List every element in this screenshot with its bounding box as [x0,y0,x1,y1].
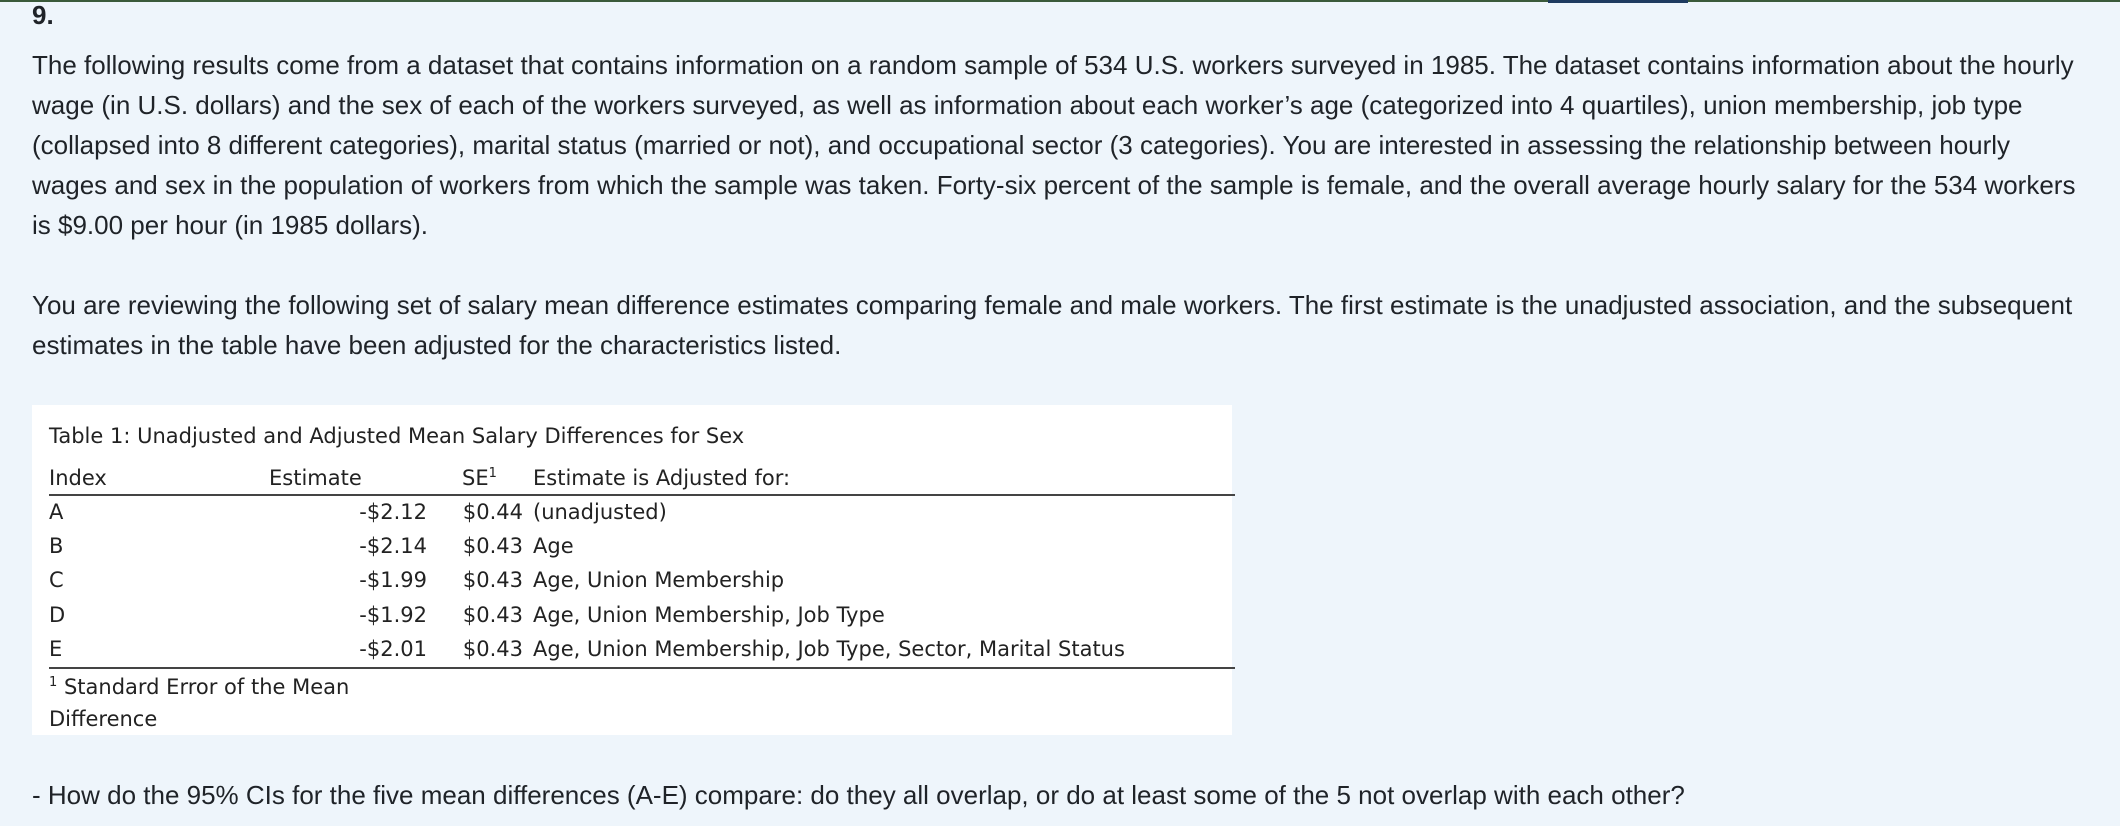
row-estimate: -$2.12 [359,500,427,524]
review-paragraph: You are reviewing the following set of salary mean difference estimates comparing female and male workers. The first estimate is the unadjusted association, and the subsequent estimates in the table have been adjusted for the characteristics listed. [32,290,2073,360]
table-row [49,495,1235,529]
table-row [49,529,1235,563]
top-border [0,0,2120,2]
row-se: $0.43 [462,568,523,592]
row-index: C [49,568,64,592]
row-adjusted-for: Age, Union Membership [533,568,785,592]
header-adjusted-for: Estimate is Adjusted for: [533,466,791,490]
header-se-superscript: 1 [488,466,497,481]
question-prompt: - How do the 95% CIs for the five mean differences (A-E) compare: do they all overlap, or do at least some of the 5 not overlap with each other? [32,780,1685,810]
row-adjusted-for: Age [533,534,574,558]
row-adjusted-for: (unadjusted) [533,500,667,524]
top-border-accent [1548,0,1688,3]
row-se: $0.43 [462,534,523,558]
row-index: E [49,637,63,661]
row-se: $0.43 [462,637,523,661]
table-footnote [49,671,379,735]
row-se: $0.44 [462,500,523,524]
header-estimate: Estimate [269,466,362,490]
table-caption: Table 1: Unadjusted and Adjusted Mean Salary Differences for Sex [49,424,745,448]
row-estimate: -$2.01 [359,637,427,661]
row-index: A [49,500,64,524]
row-estimate: -$2.14 [359,534,427,558]
row-index: D [49,603,66,627]
footnote-text: Standard Error of the Mean Difference [49,675,350,731]
header-se: $SE^1$ [462,466,497,490]
table-header-row [49,461,1235,495]
header-index: Index [49,466,107,490]
footnote-superscript: 1 [49,675,58,690]
row-estimate: -$1.92 [359,603,427,627]
row-index: B [49,534,64,558]
row-estimate: -$1.99 [359,568,427,592]
table-row [49,563,1235,597]
row-adjusted-for: Age, Union Membership, Job Type [533,603,885,627]
table-row [49,598,1235,632]
row-adjusted-for: Age, Union Membership, Job Type, Sector, Marital Status [533,637,1125,661]
table-row [49,632,1235,666]
question-number: 9. [32,0,54,30]
table-image [32,405,1232,735]
table-bottom-rule [49,667,1235,669]
intro-paragraph: The following results come from a dataset that contains information on a random sample of 534 U.S. workers surveyed in 1985. The dataset contains information about the hourly wage (in U.S. dollars) and the sex of each of the workers surveyed, as well as information about each worker’s age (categorized into 4 quartiles), union membership, job type (collapsed into 8 different categories), marital status (married or not), and occupational sector (3 categories). You are interested in assessing the relationship between hourly wages and sex in the population of workers from which the sample was taken. Forty-six percent of the sample is female, and the overall average hourly salary for the 534 workers is $9.00 per hour (in 1985 dollars). [32,50,2076,240]
row-se: $0.43 [462,603,523,627]
